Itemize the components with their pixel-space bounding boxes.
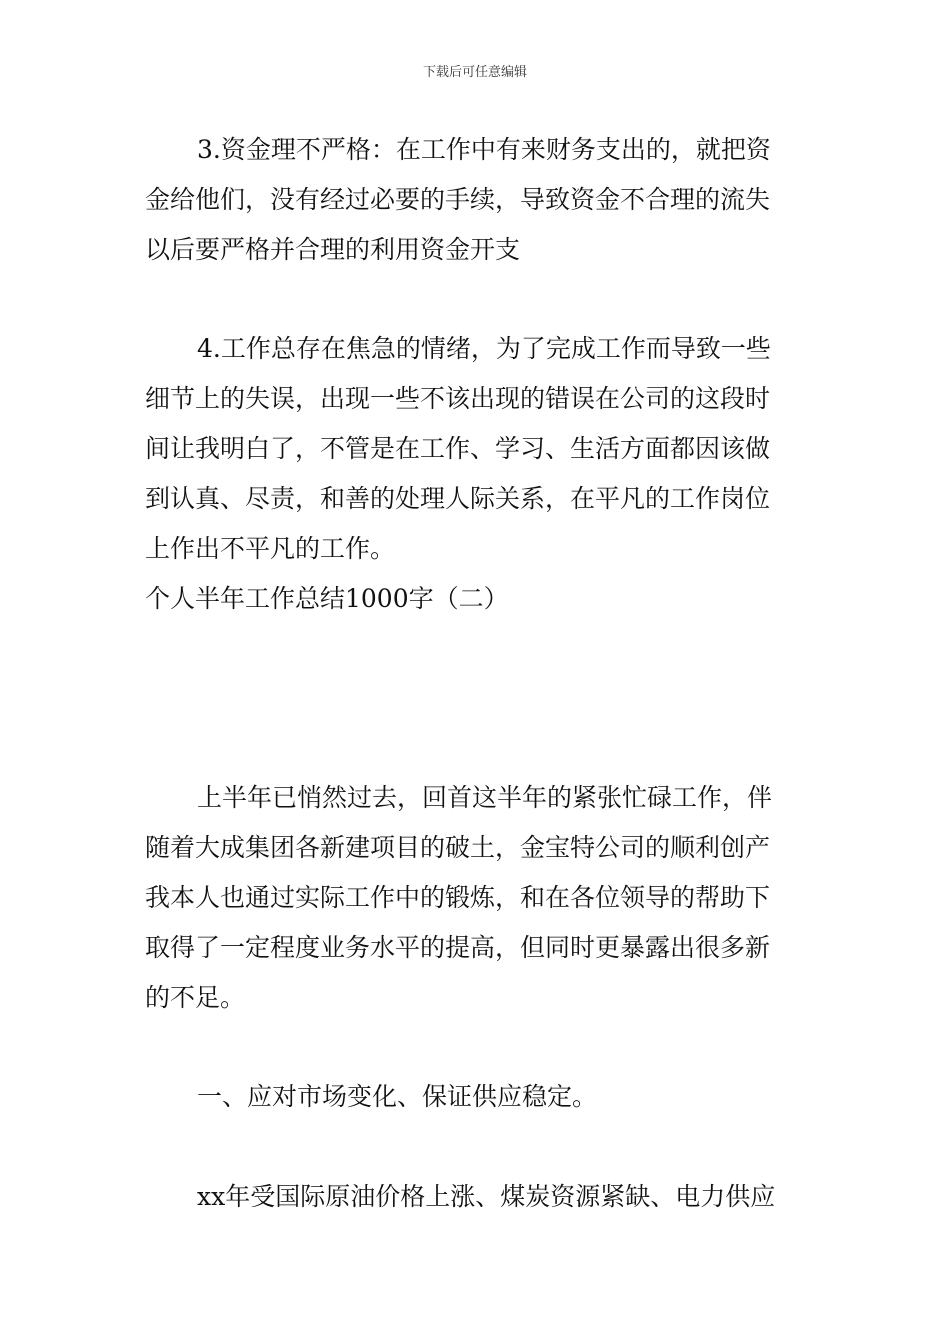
page-header: 下载后可任意编辑: [422, 65, 527, 80]
text-line: 随着大成集团各新建项目的破土，金宝特公司的顺利创产: [145, 833, 771, 862]
paragraph-market: [145, 1172, 810, 1222]
text-line: 间让我明白了，不管是在工作、学习、生活方面都因该做: [145, 434, 771, 463]
text-line: xx年受国际原油价格上涨、煤炭资源紧缺、电力供应: [197, 1182, 776, 1211]
text-line: 以后要严格并合理的利用资金开支: [145, 235, 521, 264]
text-line: 的不足。: [145, 983, 246, 1012]
text-line: 3.资金理不严格：在工作中有来财务支出的，就把资: [197, 135, 771, 164]
paragraph-item-3: [145, 125, 810, 275]
text-line: 4.工作总存在焦急的情绪，为了完成工作而导致一些: [197, 334, 771, 363]
paragraph-intro: [145, 773, 810, 1023]
text-line: 细节上的失误，出现一些不该出现的错误在公司的这段时: [145, 384, 771, 413]
section-title: [145, 574, 810, 624]
text-line: 一、应对市场变化、保证供应稳定。: [197, 1082, 598, 1111]
text-line: 上半年已悄然过去，回首这半年的紧张忙碌工作，伴: [197, 783, 773, 812]
text-line: 个人半年工作总结1000字（二）: [145, 584, 509, 613]
text-line: 我本人也通过实际工作中的锻炼，和在各位领导的帮助下: [145, 883, 771, 912]
text-line: 上作出不平凡的工作。: [145, 534, 396, 563]
text-line: 金给他们，没有经过必要的手续，导致资金不合理的流失: [145, 185, 771, 214]
text-line: 取得了一定程度业务水平的提高，但同时更暴露出很多新: [145, 933, 771, 962]
text-line: 到认真、尽责，和善的处理人际关系，在平凡的工作岗位: [145, 484, 771, 513]
subheading: [145, 1072, 810, 1122]
paragraph-item-4: [145, 324, 810, 574]
